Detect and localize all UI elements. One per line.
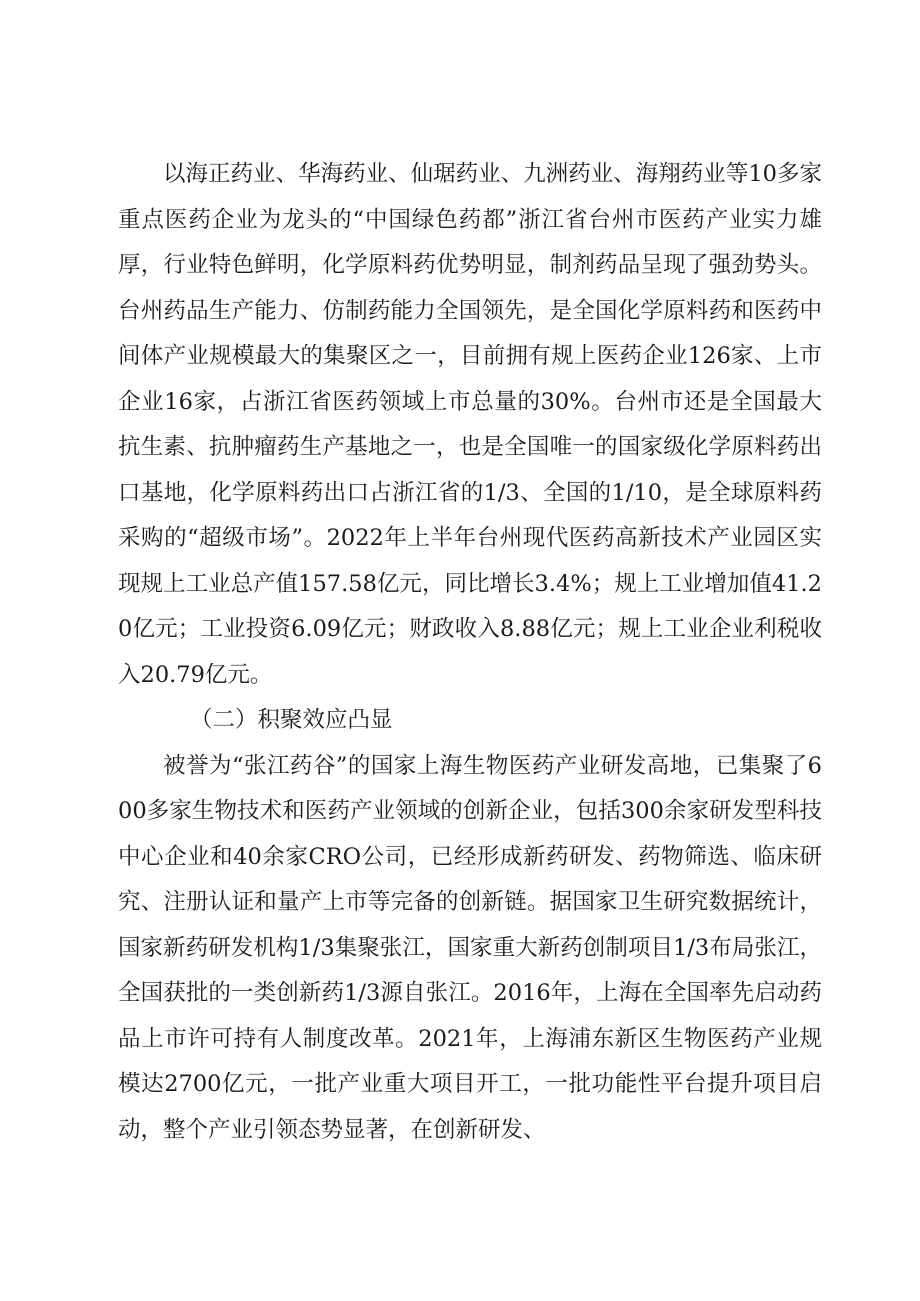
paragraph-zhangjiang-pharma-valley: 被誉为“张江药谷”的国家上海生物医药产业研发高地，已集聚了600多家生物技术和医药产业领域的创新企业，包括300余家研发型科技中心企业和40余家CRO公司，已经形成新药研发、药物筛选、临床研究、注册认证和量产上市等完备的创新链。据国家卫生研究数据统计，国家新药研发机构1/3集聚张江，国家重大新药创制项目1/3布局张江，全国获批的一类创新药1/3源自张江。2016年，上海在全国率先启动药品上市许可持有人制度改革。2021年，上海浦东新区生物医药产业规模达2700亿元，一批产业重大项目开工，一批功能性平台提升项目启动，整个产业引领态势显著，在创新研发、 [118,752,822,1143]
section-heading-cluster-effect: （二）积聚效应凸显 [190,707,393,733]
paragraph-taizhou-pharma: 以海正药业、华海药业、仙琚药业、九洲药业、海翔药业等10多家重点医药企业为龙头的“中国绿色药都”浙江省台州市医药产业实力雄厚，行业特色鲜明，化学原料药优势明显，制剂药品呈现了强劲势头。台州药品生产能力、仿制药能力全国领先，是全国化学原料药和医药中间体产业规模最大的集聚区之一，目前拥有规上医药企业126家、上市企业16家，占浙江省医药领域上市总量的30%。台州市还是全国最大抗生素、抗肿瘤药生产基地之一，也是全国唯一的国家级化学原料药出口基地，化学原料药出口占浙江省的1/3、全国的1/10，是全球原料药采购的“超级市场”。2022年上半年台州现代医药高新技术产业园区实现规上工业总产值157.58亿元，同比增长3.4%；规上工业增加值41.20亿元；工业投资6.09亿元；财政收入8.88亿元；规上工业企业利税收入20.79亿元。 [118,161,822,688]
document-body [118,152,822,1153]
